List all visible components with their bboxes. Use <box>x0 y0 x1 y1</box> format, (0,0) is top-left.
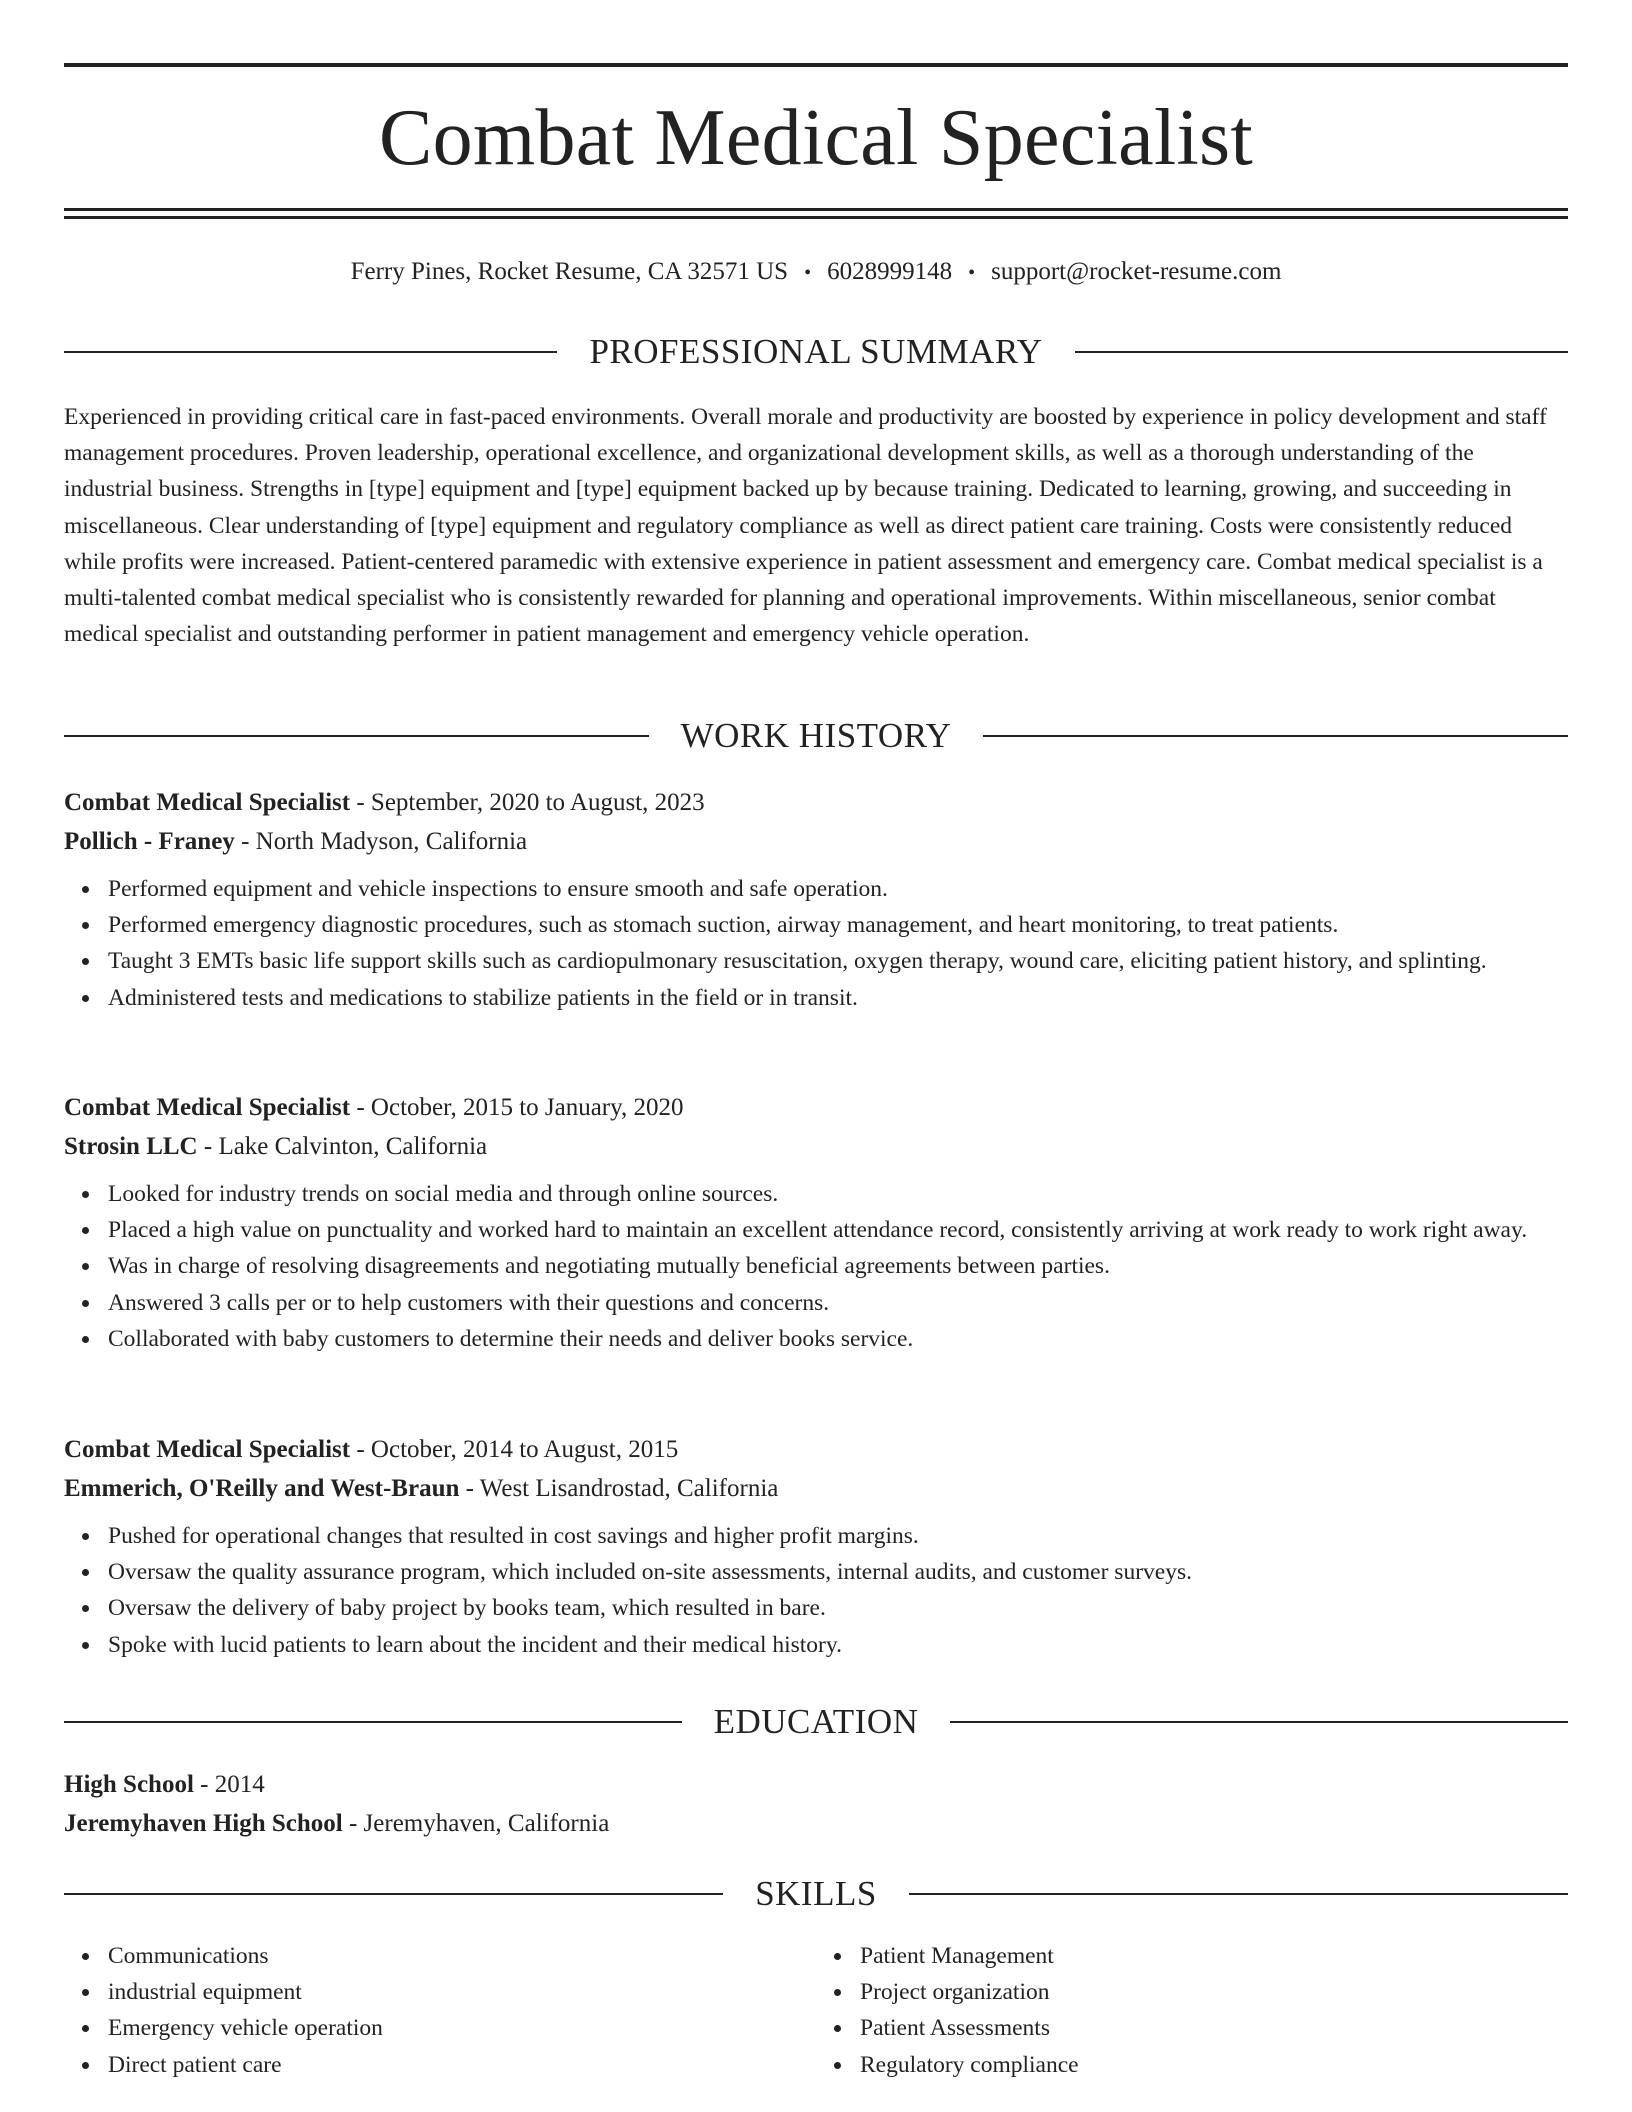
skills-heading: SKILLS <box>755 1874 877 1913</box>
bullet-separator: • <box>968 262 976 284</box>
job-bullets <box>64 871 1568 1016</box>
education-school-line: Jeremyhaven High School - Jeremyhaven, California <box>64 1810 610 1837</box>
job-entry <box>64 1088 1568 1357</box>
section-rule <box>950 1721 1568 1723</box>
section-rule <box>64 351 557 353</box>
summary-heading: PROFESSIONAL SUMMARY <box>589 332 1043 371</box>
list-item: Looked for industry trends on social media and through online sources. <box>108 1176 1568 1212</box>
list-item: Performed equipment and vehicle inspections to ensure smooth and safe operation. <box>108 871 1568 907</box>
section-rule <box>1075 351 1568 353</box>
job-location: Lake Calvinton, California <box>218 1133 488 1160</box>
job-title: Combat Medical Specialist <box>64 789 351 816</box>
job-title: Combat Medical Specialist <box>64 1094 351 1121</box>
education-section-header <box>64 1700 1568 1744</box>
list-item: Oversaw the delivery of baby project by books team, which resulted in bare. <box>108 1590 1568 1626</box>
job-entry <box>64 783 1568 1016</box>
section-rule <box>64 735 649 737</box>
job-entry <box>64 1430 1568 1663</box>
skills-grid <box>64 1938 1568 2083</box>
list-item: Oversaw the quality assurance program, which included on-site assessments, internal audits, and customer surveys. <box>108 1554 1568 1590</box>
section-rule <box>64 1893 723 1895</box>
skills-bullets-right <box>816 1938 1568 2083</box>
section-rule <box>909 1893 1568 1895</box>
bullet-separator: • <box>804 262 812 284</box>
section-rule <box>64 1721 682 1723</box>
skill-item: Emergency vehicle operation <box>108 2010 816 2046</box>
list-item: Pushed for operational changes that resulted in cost savings and higher profit margins. <box>108 1518 1568 1554</box>
list-item: Placed a high value on punctuality and worked hard to maintain an excellent attendance record, consistently arriving at work ready to work right away. <box>108 1212 1568 1248</box>
summary-block <box>64 399 1568 652</box>
list-item: Collaborated with baby customers to determine their needs and deliver books service. <box>108 1321 1568 1357</box>
contact-phone: 6028999148 <box>827 258 953 285</box>
skill-item: Patient Assessments <box>860 2010 1568 2046</box>
job-dates: September, 2020 to August, 2023 <box>370 789 705 816</box>
skills-column-right <box>816 1938 1568 2083</box>
list-item: Administered tests and medications to stabilize patients in the field or in transit. <box>108 980 1568 1016</box>
job-bullets <box>64 1176 1568 1357</box>
skills-section-header <box>64 1872 1568 1916</box>
contact-line <box>64 254 1568 291</box>
skill-item: Direct patient care <box>108 2047 816 2083</box>
education-school: Jeremyhaven High School <box>64 1810 343 1837</box>
skill-item: industrial equipment <box>108 1974 816 2010</box>
name-underline-rule-second <box>64 216 1568 219</box>
skills-column-left <box>64 1938 816 2083</box>
education-year: 2014 <box>214 1771 265 1798</box>
job-title-line: Combat Medical Specialist - October, 2014 to August, 2015 <box>64 1436 679 1463</box>
list-item: Was in charge of resolving disagreements and negotiating mutually beneficial agreements between parties. <box>108 1248 1568 1284</box>
skill-item: Patient Management <box>860 1938 1568 1974</box>
skill-item: Regulatory compliance <box>860 2047 1568 2083</box>
skill-item: Project organization <box>860 1974 1568 2010</box>
job-company: Emmerich, O'Reilly and West-Braun <box>64 1475 460 1502</box>
name-underline-rule <box>64 208 1568 211</box>
job-company-line: Strosin LLC - Lake Calvinton, California <box>64 1133 488 1160</box>
job-company-line: Emmerich, O'Reilly and West-Braun - West Lisandrostad, California <box>64 1475 779 1502</box>
skills-bullets-left <box>64 1938 816 2083</box>
summary-text: Experienced in providing critical care in fast-paced environments. Overall morale and productivity are boosted by experience in policy development and staff management procedures. Proven leadership, operational excellence, and organizational development skills, as well as a thorough understanding of the industrial business. Strengths in [type] equipment and [type] equipment backed up by because training. Dedicated to learning, growing, and succeeding in miscellaneous. Clear understanding of [type] equipment and regulatory compliance as well as direct patient care training. Costs were consistently reduced while profits were increased. Patient-centered paramedic with extensive experience in patient assessment and emergency care. Combat medical specialist is a multi-talented combat medical specialist who is consistently rewarded for planning and operational improvements. Within miscellaneous, senior combat medical specialist and outstanding performer in patient management and emergency vehicle operation. <box>64 404 1547 648</box>
education-entry <box>64 1765 1568 1843</box>
education-heading: EDUCATION <box>713 1702 919 1741</box>
work-history-heading: WORK HISTORY <box>680 716 952 755</box>
education-degree: High School <box>64 1771 194 1798</box>
contact-email: support@rocket-resume.com <box>991 258 1282 285</box>
job-title: Combat Medical Specialist <box>64 1436 351 1463</box>
job-bullets <box>64 1518 1568 1663</box>
job-location: North Madyson, California <box>255 828 528 855</box>
list-item: Spoke with lucid patients to learn about the incident and their medical history. <box>108 1627 1568 1663</box>
list-item: Taught 3 EMTs basic life support skills such as cardiopulmonary resuscitation, oxygen therapy, wound care, eliciting patient history, and splinting. <box>108 943 1568 979</box>
work-history-section-header <box>64 714 1568 758</box>
education-degree-line: High School - 2014 <box>64 1771 265 1798</box>
job-company-line: Pollich - Franey - North Madyson, California <box>64 828 528 855</box>
list-item: Answered 3 calls per or to help customers with their questions and concerns. <box>108 1285 1568 1321</box>
education-location: Jeremyhaven, California <box>363 1810 610 1837</box>
summary-section-header <box>64 330 1568 374</box>
job-dates: October, 2014 to August, 2015 <box>370 1436 679 1463</box>
job-company: Pollich - Franey <box>64 828 235 855</box>
job-location: West Lisandrostad, California <box>479 1475 779 1502</box>
job-title-line: Combat Medical Specialist - October, 2015 to January, 2020 <box>64 1094 684 1121</box>
resume-name: Combat Medical Specialist <box>379 94 1253 182</box>
section-rule <box>983 735 1568 737</box>
skill-item: Communications <box>108 1938 816 1974</box>
job-title-line: Combat Medical Specialist - September, 2020 to August, 2023 <box>64 789 705 816</box>
skills-list <box>64 1938 1568 2083</box>
top-rule <box>64 63 1568 67</box>
list-item: Performed emergency diagnostic procedures, such as stomach suction, airway management, and heart monitoring, to treat patients. <box>108 907 1568 943</box>
contact-address: Ferry Pines, Rocket Resume, CA 32571 US <box>350 258 789 285</box>
job-dates: October, 2015 to January, 2020 <box>370 1094 684 1121</box>
job-company: Strosin LLC <box>64 1133 198 1160</box>
